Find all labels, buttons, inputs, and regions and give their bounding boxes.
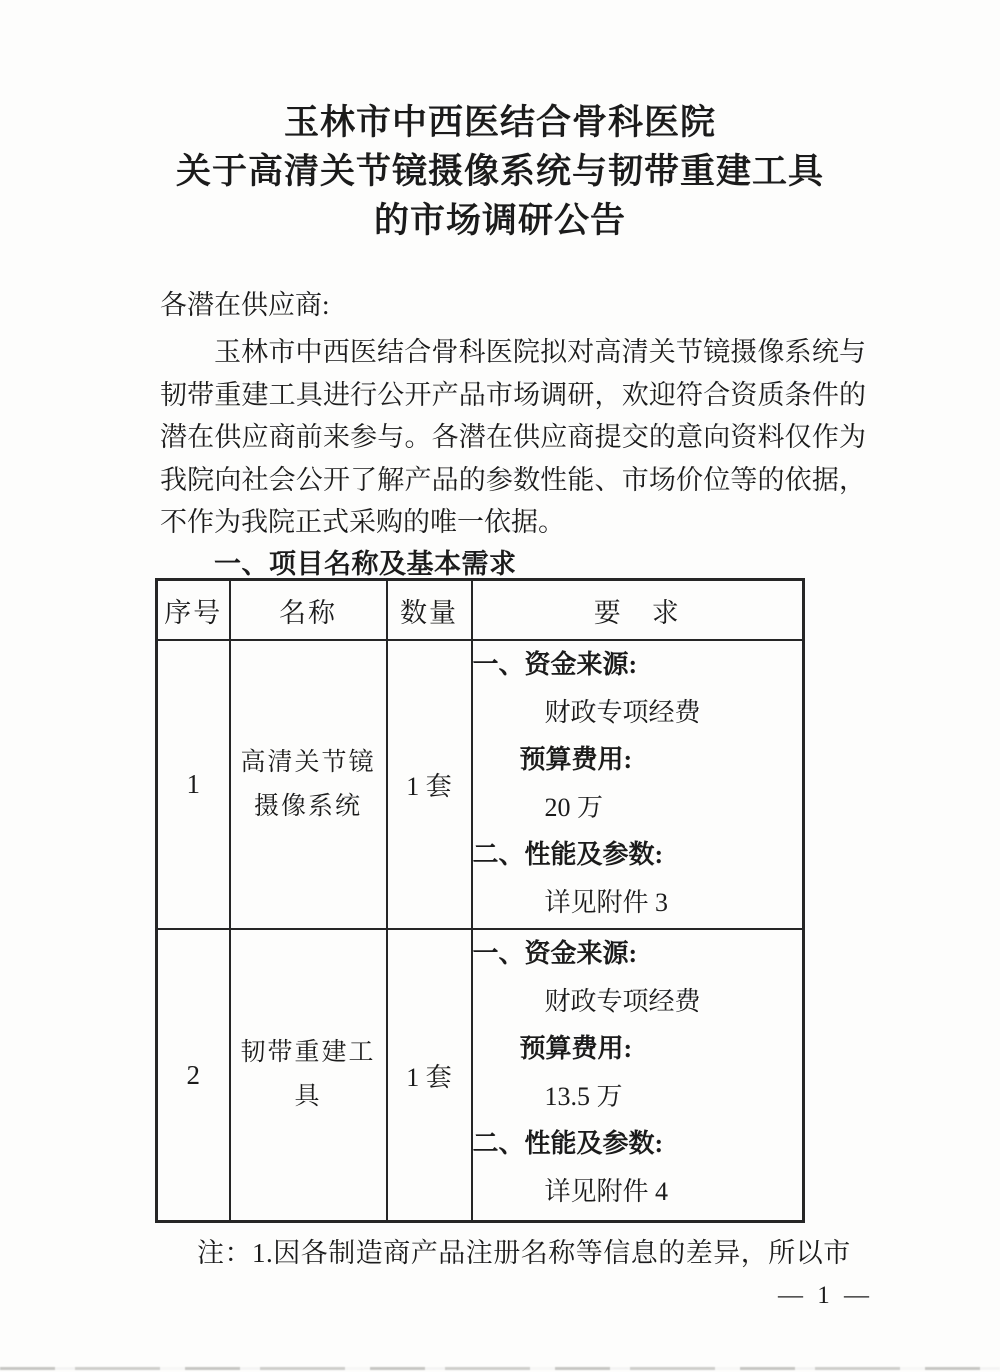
table-header-row [157,580,804,641]
row1-budget-label: 预算费用: [519,745,633,774]
document-title [0,98,1000,245]
row1-funding-label: 一、资金来源: [472,650,638,679]
row1-funding-value: 财政专项经费 [544,697,701,727]
document-title-line-2: 关于高清关节镜摄像系统与韧带重建工具 [175,152,824,191]
table-row [157,929,804,1222]
row1-name: 高清关节镜摄像系统 [230,640,387,929]
row1-spec-value: 详见附件 3 [544,887,669,917]
row1-spec-label: 二、性能及参数: [472,840,664,869]
table-row [157,640,804,929]
row1-requirements [472,640,804,929]
row1-quantity: 1 套 [387,640,472,929]
row2-budget-label: 预算费用: [519,1034,633,1063]
row2-quantity: 1 套 [387,929,472,1222]
row2-funding-value: 财政专项经费 [544,986,701,1016]
row2-budget-value: 13.5 万 [544,1081,623,1111]
header-cell-qty: 数量 [387,580,472,641]
section-heading: 一、项目名称及基本需求 [214,549,517,579]
row2-requirements [472,929,804,1222]
footnote: 注：1.因各制造商产品注册名称等信息的差异，所以市 [197,1238,851,1268]
header-cell-name: 名称 [230,580,387,641]
row1-number: 1 [157,640,230,929]
document-title-line-1: 玉林市中西医结合骨科医院 [283,103,716,142]
header-cell-req: 要 求 [472,580,804,641]
salutation: 各潜在供应商: [160,290,330,320]
row2-spec-value: 详见附件 4 [544,1176,669,1206]
scan-artifact-line [0,1367,1000,1370]
header-cell-no: 序号 [157,580,230,641]
requirements-table [155,578,805,1223]
intro-paragraph: 玉林市中西医结合骨科医院拟对高清关节镜摄像系统与韧带重建工具进行公开产品市场调研，欢迎符合资质条件的潜在供应商前来参与。各潜在供应商提交的意向资料仅作为我院向社会公开了解产品的参数性能、市场价位等的依据，不作为我院正式采购的唯一依据。 [160,337,866,538]
row2-funding-label: 一、资金来源: [472,939,638,968]
page-number: — 1 — [778,1282,873,1309]
row2-name: 韧带重建工具 [230,929,387,1222]
document-title-line-3: 的市场调研公告 [373,201,626,240]
row2-spec-label: 二、性能及参数: [472,1129,664,1158]
row1-budget-value: 20 万 [544,792,604,822]
row2-number: 2 [157,929,230,1222]
